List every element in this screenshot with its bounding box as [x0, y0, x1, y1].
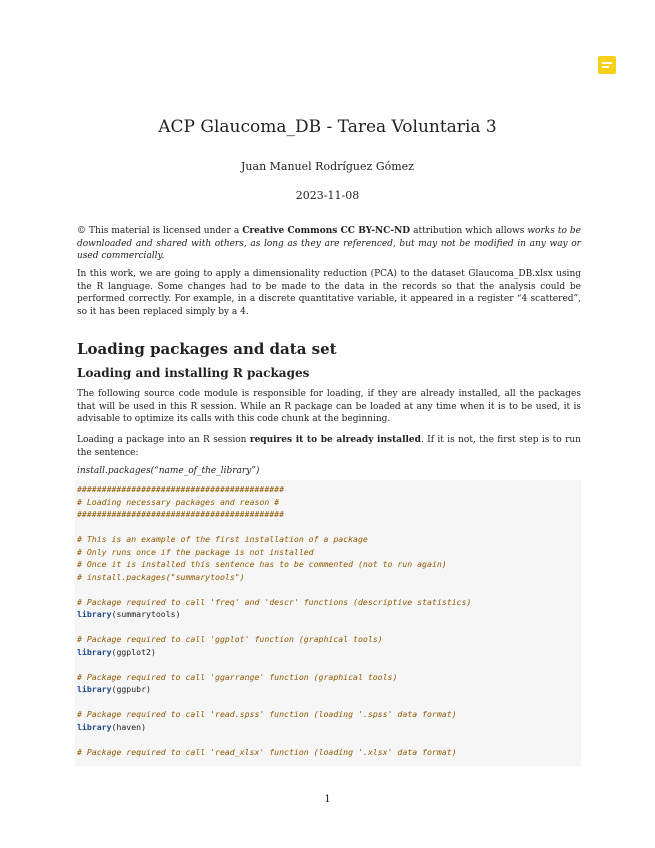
code-comment-line: # This is an example of the first installation of a package — [77, 534, 368, 544]
loading-suffix: . If it is not, the first step is to run the sentence: — [77, 435, 581, 458]
code-blank-line — [77, 733, 577, 746]
code-comment-line: # install.packages("summarytools") — [77, 571, 245, 582]
loading-bold: requires it to be already installed — [249, 435, 421, 445]
license-middle: attribution which allows — [410, 226, 528, 236]
license-paragraph — [77, 225, 581, 263]
code-comment-line: # Package required to call 'freq' and 'descr' functions (descriptive statistics) — [77, 596, 472, 607]
code-blank-line — [77, 521, 577, 534]
packages-paragraph: The following source code module is responsible for loading, if they are already installed, all the packages that will be used in this R session. While an R package can be loaded at any time when it is to be used, it is advisable to optimize its calls with this code chunk at the beginning. — [77, 389, 581, 424]
code-keyword: library — [77, 646, 112, 657]
code-keyword: library — [77, 609, 112, 619]
license-terms: works to be downloaded and shared with others, as long as they are referenced, but may not be modified in any way or used commercially. — [77, 226, 582, 261]
code-blank-line — [77, 658, 577, 671]
code-blank-line — [77, 583, 577, 596]
subsection-heading: Loading and installing R packages — [77, 366, 310, 380]
page-number: 1 — [324, 794, 331, 805]
code-keyword: library — [77, 684, 112, 694]
code-comment-line: # Package required to call 'read.spss' function (loading '.spss' data format) — [77, 709, 457, 719]
document-author: Juan Manuel Rodríguez Gómez — [241, 160, 414, 173]
intro-paragraph: In this work, we are going to apply a dimensionality reduction (PCA) to the dataset Glaucoma_DB.xlsx using the R language. Some changes had to be made to the data in the records so that the analysis could be performed correctly. For example, in a discrete quantitative variable, it appeared in a register “4 scattered”, so it has been replaced simply by a 4. — [77, 269, 581, 317]
code-blank-line — [77, 696, 577, 709]
document-date: 2023-11-08 — [295, 189, 360, 202]
code-argument: (summarytools) — [111, 609, 181, 619]
code-comment-line: # Only runs once if the package is not installed — [77, 546, 314, 557]
code-call-line — [77, 608, 577, 621]
code-keyword: library — [77, 721, 112, 732]
code-argument: (haven) — [111, 721, 147, 732]
note-icon[interactable] — [598, 56, 616, 74]
code-comment-line: # Package required to call 'ggplot' function (graphical tools) — [77, 634, 383, 644]
code-lines — [77, 483, 577, 758]
code-comment-line: ########################################## — [77, 484, 285, 494]
loading-prefix: Loading a package into an R session — [77, 435, 250, 445]
loading-paragraph — [77, 434, 581, 459]
code-comment-line: ########################################## — [77, 509, 285, 519]
section-heading: Loading packages and data set — [77, 340, 337, 358]
code-blank-line — [77, 621, 577, 634]
code-comment-line: # Package required to call 'ggarrange' function (graphical tools) — [77, 671, 398, 682]
code-comment-line: # Loading necessary packages and reason # — [77, 496, 280, 507]
code-comment-line: # Once it is installed this sentence has to be commented (not to run again) — [77, 559, 447, 569]
code-comment-line: # Package required to call 'read_xlsx' function (loading '.xlsx' data format) — [77, 746, 457, 757]
code-call-line — [77, 721, 577, 734]
document-title: ACP Glaucoma_DB - Tarea Voluntaria 3 — [158, 117, 497, 137]
code-call-line — [77, 646, 577, 659]
install-sentence: install.packages(“name_of_the_library”) — [77, 466, 260, 476]
license-prefix: © This material is licensed under a — [77, 226, 243, 236]
code-argument: (ggpubr) — [111, 684, 151, 694]
code-call-line — [77, 683, 577, 696]
license-name: Creative Commons CC BY-NC-ND — [242, 226, 411, 236]
code-argument: (ggplot2) — [111, 646, 156, 657]
